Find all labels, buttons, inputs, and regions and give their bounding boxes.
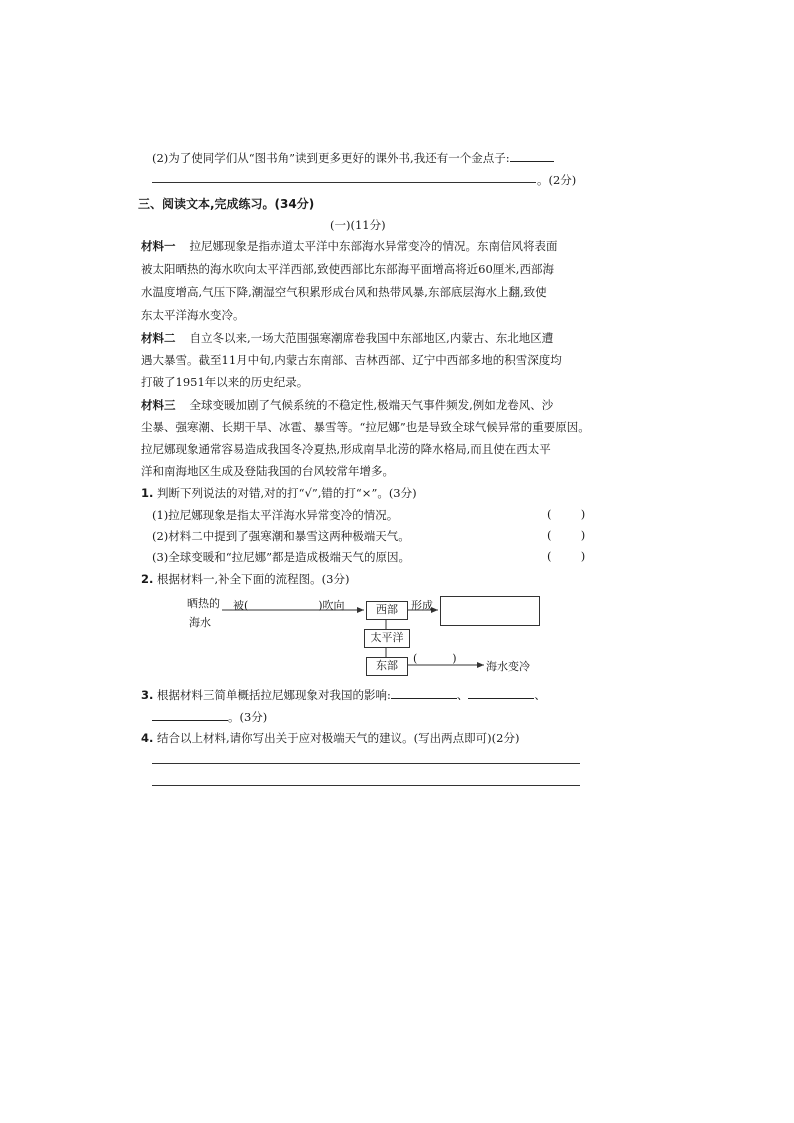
material3-label: 材料三: [141, 398, 176, 412]
material2-line1: 材料二 自立冬以来,一场大范围强寒潮席卷我国中东部地区,内蒙古、东北地区遭: [141, 331, 554, 345]
material2-line2: 遇大暴雪。截至11月中旬,内蒙古东南部、吉林西部、辽宁中西部多地的积雪深度均: [141, 353, 562, 367]
material3-line2: 尘暴、强寒潮、长期干旱、冰雹、暴雪等。“拉尼娜”也是导致全球气候异常的重要原因。: [141, 420, 590, 434]
flow-arrow1-label[interactable]: 被( )吹向: [233, 599, 345, 612]
q3-blank-2[interactable]: [468, 686, 534, 699]
prev-q2-stem: (2)为了使同学们从“图书角”读到更多更好的课外书,我还有一个金点子:: [152, 151, 510, 165]
material1-line1: 材料一 拉尼娜现象是指赤道太平洋中东部海水异常变冷的情况。东南信风将表面: [141, 239, 558, 253]
flow-arrow2-label[interactable]: ( ): [413, 652, 457, 665]
section3-title: 三、阅读文本,完成练习。(34分): [138, 197, 315, 211]
q1-item-1: (1)拉尼娜现象是指太平洋海水异常变冷的情况。: [152, 508, 399, 522]
q3-line2: 。(3分): [152, 708, 267, 725]
flow-box-pacific: 太平洋: [364, 629, 410, 648]
q2-stem: 2. 根据材料一,补全下面的流程图。(3分): [141, 572, 350, 586]
material2-label: 材料二: [141, 331, 176, 345]
q4-answer-line-2[interactable]: [152, 785, 580, 786]
q1-answer-paren-1[interactable]: ( ): [547, 507, 586, 521]
flow-start-line2: 海水: [189, 616, 211, 629]
material3-line1: 材料三 全球变暖加剧了气候系统的不稳定性,极端天气事件频发,例如龙卷风、沙: [141, 398, 554, 412]
material1-line2: 被太阳晒热的海水吹向太平洋西部,致使西部比东部海平面增高将近60厘米,西部海: [141, 262, 554, 276]
q1-item-2: (2)材料二中提到了强寒潮和暴雪这两种极端天气。: [152, 529, 410, 543]
prev-q2-score: 。(2分): [537, 173, 577, 187]
material2-line3: 打破了1951年以来的历史纪录。: [141, 375, 309, 389]
flow-start-line1: 晒热的: [187, 597, 220, 610]
material1-line3: 水温度增高,气压下降,潮湿空气积累形成台风和热带风暴,东部底层海水上翻,致使: [141, 285, 547, 299]
flow-form-label: 形成: [411, 599, 433, 612]
q3-stem: 3. 根据材料三简单概括拉尼娜现象对我国的影响: 、 、: [141, 688, 546, 702]
material3-line3: 拉尼娜现象通常容易造成我国冬冷夏热,形成南旱北涝的降水格局,而且使在西太平: [141, 442, 551, 456]
material1-label: 材料一: [141, 239, 176, 253]
q3-blank-1[interactable]: [391, 686, 457, 699]
flow-answer-box[interactable]: [440, 596, 540, 626]
material3-line4: 洋和南海地区生成及登陆我国的台风较常年增多。: [141, 464, 394, 478]
flow-box-east: 东部: [366, 657, 408, 676]
q4-answer-line-1[interactable]: [152, 763, 580, 764]
q3-blank-3[interactable]: [152, 708, 228, 721]
q1-stem: 1. 判断下列说法的对错,对的打“√”,错的打“×”。(3分): [141, 486, 417, 500]
q1-answer-paren-2[interactable]: ( ): [547, 528, 586, 542]
material1-line4: 东太平洋海水变冷。: [141, 308, 245, 322]
part1-title: (一)(11分): [330, 218, 386, 232]
flow-box-west: 西部: [366, 601, 408, 620]
q1-answer-paren-3[interactable]: ( ): [547, 549, 586, 563]
q4-stem: 4. 结合以上材料,请你写出关于应对极端天气的建议。(写出两点即可)(2分): [141, 731, 520, 745]
q1-item-3: (3)全球变暖和“拉尼娜”都是造成极端天气的原因。: [152, 550, 411, 564]
flow-end-label: 海水变冷: [486, 660, 530, 673]
